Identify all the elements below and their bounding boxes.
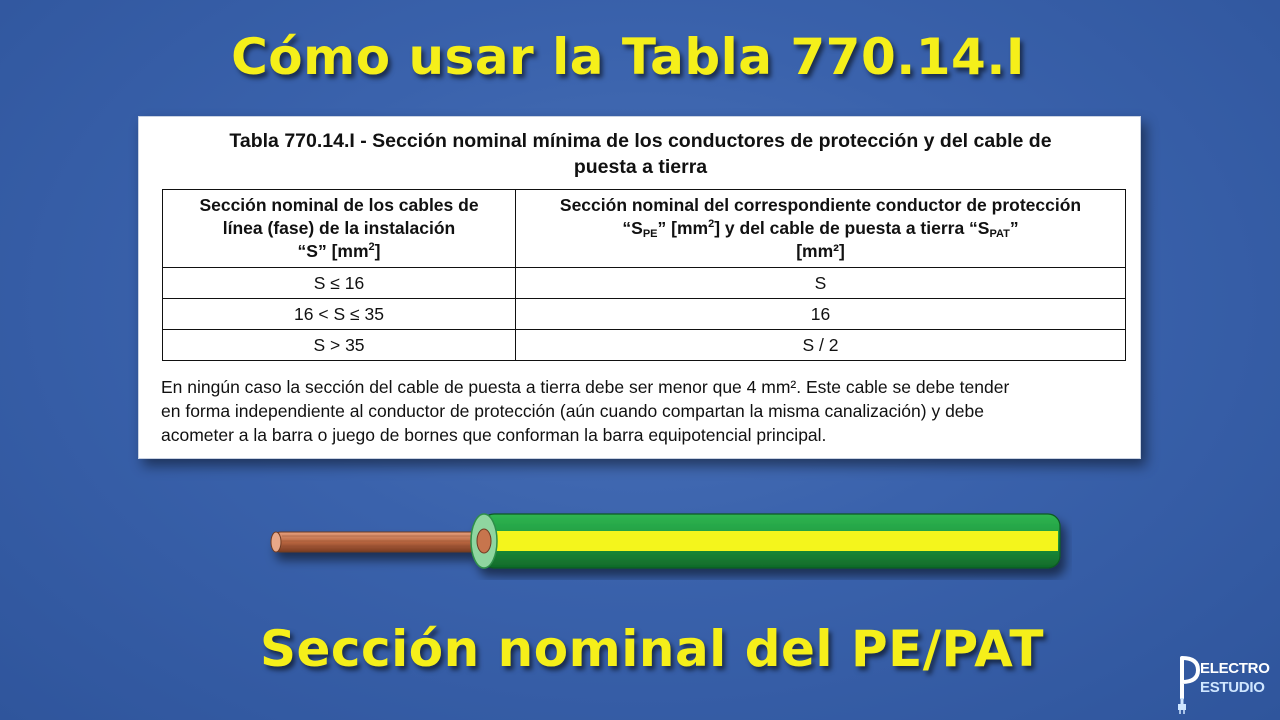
sub-pe: PE [642, 228, 658, 240]
copper-conductor [272, 532, 502, 552]
header-right-b: ” [mm [657, 218, 709, 238]
cell-section: S ≤ 16 [163, 268, 516, 299]
header-right-line-2 [516, 217, 1125, 240]
logo-line-2: ESTUDIO [1200, 679, 1265, 696]
table-row [163, 299, 1126, 330]
header-right-sup: 2 [708, 218, 715, 230]
electro-estudio-logo [1176, 654, 1276, 716]
cell-protection: S [516, 268, 1126, 299]
header-left-line-3 [163, 240, 515, 263]
table-title [149, 128, 1132, 180]
norm-table-document [138, 116, 1141, 459]
headline-bottom: Sección nominal del PE/PAT [259, 620, 1045, 678]
table-row [163, 268, 1126, 299]
header-left-prefix: “S” [mm [297, 241, 369, 261]
header-right-c: ] y del cable de puesta a tierra “S [714, 218, 990, 238]
header-right-line-3: [mm²] [796, 241, 845, 261]
ground-cable-illustration [262, 510, 1072, 580]
plug-p-icon [1176, 654, 1202, 716]
header-protection-section [516, 190, 1126, 268]
table-row [163, 330, 1126, 361]
table-title-line-2: puesta a tierra [573, 156, 708, 178]
section-table [162, 189, 1126, 361]
header-left-line-1: Sección nominal de los cables de [199, 195, 479, 215]
table-title-line-1: Tabla 770.14.I - Sección nominal mínima de los conductores de protección y del cable de [229, 130, 1052, 152]
table-header-row [163, 190, 1126, 268]
table-note [161, 375, 1126, 447]
cell-section: 16 < S ≤ 35 [163, 299, 516, 330]
header-right-a: “S [622, 218, 643, 238]
yellow-stripe [494, 531, 1058, 551]
header-left-line-2: línea (fase) de la instalación [222, 218, 456, 238]
logo-line-1: ELECTRO [1200, 660, 1270, 677]
header-left-suffix: ] [374, 241, 381, 261]
cell-section: S > 35 [163, 330, 516, 361]
header-right-d: ” [1009, 218, 1019, 238]
cell-protection: S / 2 [516, 330, 1126, 361]
headline-top: Cómo usar la Tabla 770.14.I [231, 28, 1025, 86]
cell-protection: 16 [516, 299, 1126, 330]
header-line-section [163, 190, 516, 268]
note-line-3: acometer a la barra o juego de bornes que conforman la barra equipotencial principal. [161, 425, 827, 445]
sub-pat: PAT [989, 228, 1010, 240]
header-left-sup: 2 [368, 241, 375, 253]
note-line-1: En ningún caso la sección del cable de puesta a tierra debe ser menor que 4 mm². Este cable se debe tender [161, 377, 1010, 397]
header-right-line-1: Sección nominal del correspondiente conductor de protección [559, 195, 1082, 215]
note-line-2: en forma independiente al conductor de protección (aún cuando compartan la misma canalización) y debe [161, 401, 984, 421]
